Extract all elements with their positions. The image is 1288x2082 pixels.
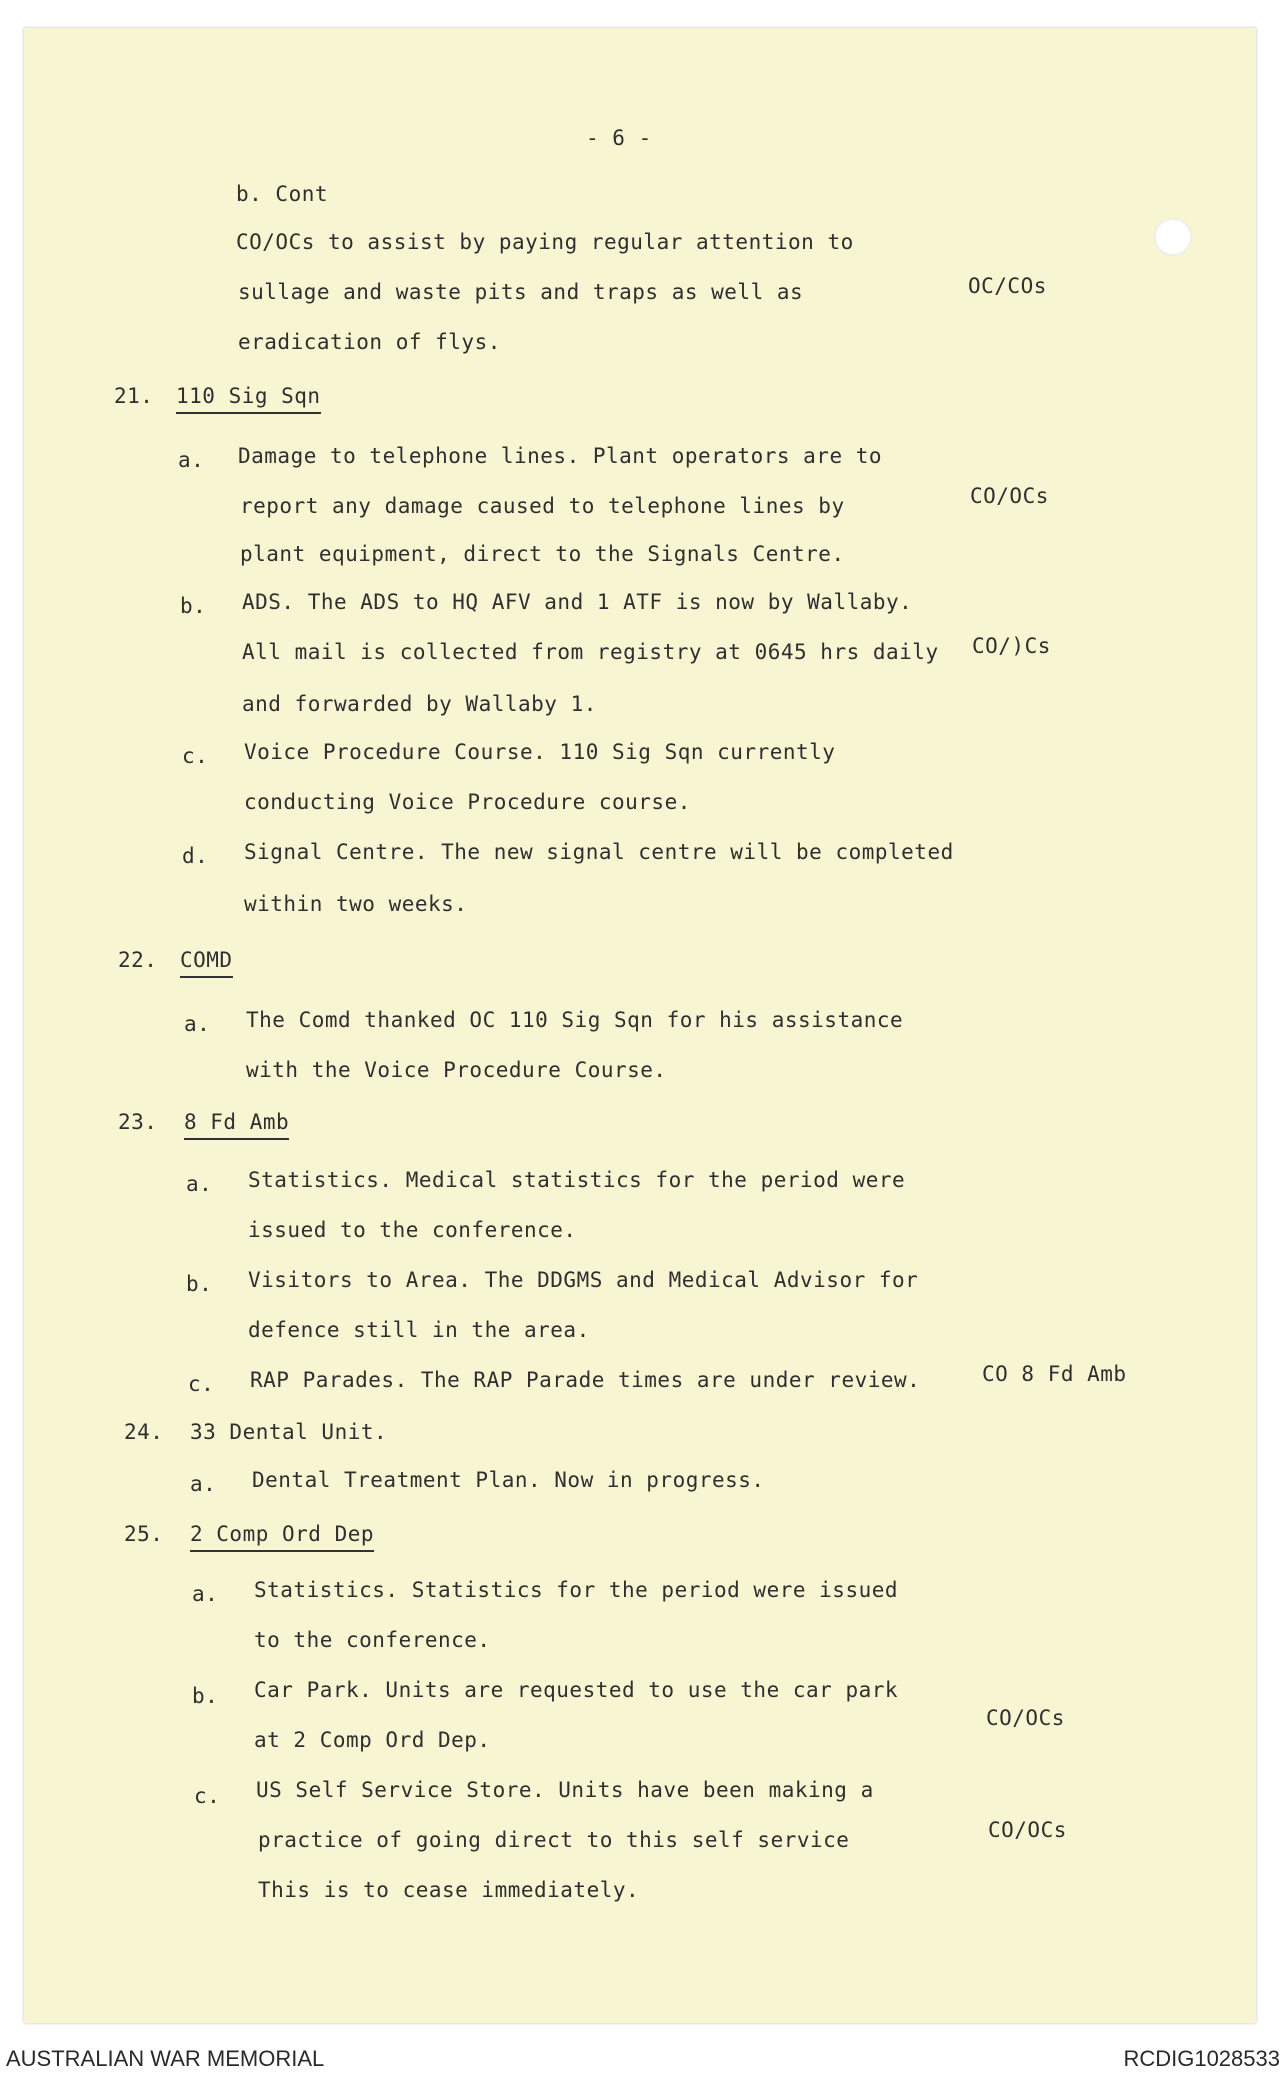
item-letter: b.: [180, 594, 207, 618]
item-line: defence still in the area.: [248, 1318, 590, 1342]
section-23-number: 23.: [118, 1110, 158, 1134]
item-responsibility: CO/OCs: [988, 1818, 1067, 1842]
item-line: to the conference.: [254, 1628, 491, 1652]
section-22-number: 22.: [118, 948, 158, 972]
section-21-title: 110 Sig Sqn: [176, 384, 321, 414]
item-line: practice of going direct to this self service: [258, 1828, 850, 1852]
item-letter: a.: [184, 1012, 211, 1036]
section-24-number: 24.: [124, 1420, 164, 1444]
item-line: Signal Centre. The new signal centre will be completed: [244, 840, 954, 864]
item-line: Visitors to Area. The DDGMS and Medical Advisor for: [248, 1268, 919, 1292]
item-letter: b.: [186, 1272, 213, 1296]
item-letter: a.: [186, 1172, 213, 1196]
item-letter: c.: [194, 1784, 221, 1808]
cont-line: CO/OCs to assist by paying regular attention to: [236, 230, 854, 254]
document-page: [24, 28, 1256, 2023]
item-letter: b.: [192, 1684, 219, 1708]
cont-heading: b. Cont: [236, 182, 329, 206]
cont-line: eradication of flys.: [238, 330, 501, 354]
section-24-title: 33 Dental Unit.: [190, 1420, 388, 1444]
item-line: conducting Voice Procedure course.: [244, 790, 691, 814]
item-letter: a.: [192, 1582, 219, 1606]
cont-line: sullage and waste pits and traps as well as: [238, 280, 804, 304]
item-line: plant equipment, direct to the Signals Centre.: [240, 542, 845, 566]
item-letter: c.: [188, 1372, 215, 1396]
footer-record-id: RCDIG1028533: [1123, 2046, 1280, 2071]
item-letter: a.: [178, 448, 205, 472]
item-line: within two weeks.: [244, 892, 468, 916]
item-line: at 2 Comp Ord Dep.: [254, 1728, 491, 1752]
section-25-number: 25.: [124, 1522, 164, 1546]
item-letter: c.: [182, 744, 209, 768]
item-line: Damage to telephone lines. Plant operators are to: [238, 444, 883, 468]
section-25-title: 2 Comp Ord Dep: [190, 1522, 374, 1552]
item-responsibility: CO 8 Fd Amb: [982, 1362, 1127, 1386]
item-line: Dental Treatment Plan. Now in progress.: [252, 1468, 765, 1492]
item-responsibility: CO/OCs: [986, 1706, 1065, 1730]
page-number: - 6 -: [586, 126, 652, 150]
item-responsibility: CO/OCs: [970, 484, 1049, 508]
item-letter: d.: [182, 844, 209, 868]
item-letter: a.: [190, 1472, 217, 1496]
punch-hole: [1154, 218, 1192, 256]
item-line: ADS. The ADS to HQ AFV and 1 ATF is now by Wallaby.: [242, 590, 913, 614]
item-line: US Self Service Store. Units have been making a: [256, 1778, 874, 1802]
item-line: All mail is collected from registry at 0645 hrs daily: [242, 640, 939, 664]
item-line: Car Park. Units are requested to use the car park: [254, 1678, 899, 1702]
item-line: with the Voice Procedure Course.: [246, 1058, 667, 1082]
cont-responsibility: OC/COs: [968, 274, 1047, 298]
item-line: report any damage caused to telephone lines by: [240, 494, 845, 518]
item-line: Voice Procedure Course. 110 Sig Sqn currently: [244, 740, 836, 764]
item-line: This is to cease immediately.: [258, 1878, 640, 1902]
item-responsibility: CO/)Cs: [972, 634, 1051, 658]
item-line: RAP Parades. The RAP Parade times are under review.: [250, 1368, 921, 1392]
item-line: and forwarded by Wallaby 1.: [242, 692, 597, 716]
item-line: The Comd thanked OC 110 Sig Sqn for his assistance: [246, 1008, 904, 1032]
section-22-title: COMD: [180, 948, 233, 978]
item-line: Statistics. Statistics for the period were issued: [254, 1578, 899, 1602]
section-21-number: 21.: [114, 384, 154, 408]
item-line: Statistics. Medical statistics for the period were: [248, 1168, 906, 1192]
item-line: issued to the conference.: [248, 1218, 577, 1242]
section-23-title: 8 Fd Amb: [184, 1110, 289, 1140]
footer-archive-name: AUSTRALIAN WAR MEMORIAL: [6, 2046, 325, 2071]
